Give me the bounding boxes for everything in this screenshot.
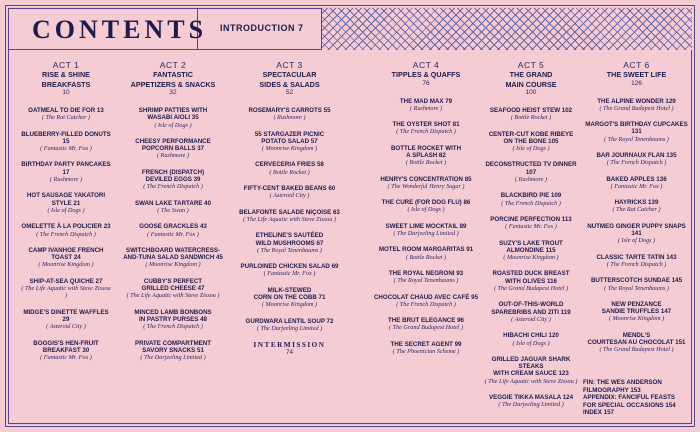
film-source: ( The French Dispatch ) [143,183,203,191]
back-matter-line[interactable]: FILMOGRAPHY 153 [583,386,641,394]
section-title[interactable]: THE SWEET LIFE [606,70,667,79]
recipe-name: THE SECRET AGENT 99 [390,340,462,348]
recipe-entry[interactable] [232,185,347,200]
section-page: 32 [169,89,177,96]
recipe-name: 55 STARGAZER PICNIC [254,130,325,138]
recipe-name: THE CURE (FOR DOG FLU) 86 [381,199,471,207]
film-source: ( The Wonderful Henry Sugar ) [387,182,465,190]
recipe-name: CENTER-CUT KOBE RIBEYE [488,130,574,138]
recipe-name: NUTMEG GINGER PUPPY SNAPS 141 [587,222,686,238]
recipe-entry[interactable] [362,223,490,238]
recipe-entry[interactable] [232,161,347,176]
film-source: ( The Phoenician Scheme ) [392,348,460,356]
recipe-entry[interactable] [362,199,490,214]
film-source: ( Isle of Dogs ) [512,339,550,347]
recipe-name: BUTTERSCOTCH SUNDAE 145 [590,277,683,285]
film-source: ( The French Dispatch ) [606,159,667,167]
act-4-column [362,60,490,364]
section-title[interactable]: APPETIZERS & SNACKS [130,79,216,89]
act-6-column [583,60,690,363]
recipe-name: MILK-STEWED [267,286,312,294]
film-source: ( Isle of Dogs ) [154,121,192,129]
recipe-name: POTATO SALAD 57 [261,137,318,145]
recipe-name: GRILLED CHEESE 47 [141,285,205,293]
act-label: ACT 4 [412,60,440,70]
recipe-name: SANDIE TRUFFLES 147 [601,308,672,316]
recipe-entry[interactable] [362,317,490,332]
recipe-entry[interactable] [481,192,581,207]
film-source: ( Bottle Rocket ) [510,114,552,122]
section-title[interactable]: FANTASTIC [153,70,193,79]
recipe-name: OATMEAL TO DIE FOR 13 [28,107,104,114]
recipe-name: BAR JOURNAUX FLAN 135 [596,151,677,159]
recipe-name: ON THE BONE 105 [503,137,559,145]
film-source: ( Moonrise Kingdom ) [503,254,559,262]
recipe-entry[interactable] [481,356,581,385]
recipe-entry[interactable] [117,200,229,215]
recipe-name: CERVECERIA FRIES 58 [255,161,324,169]
header-band [8,8,692,50]
recipe-name: OMELETTE À LA POLICIER 23 [21,223,111,231]
recipe-entry[interactable] [117,309,229,331]
film-source: ( Asteroid City ) [269,192,310,200]
recipe-name: BAKED APPLES 136 [606,175,667,183]
recipe-entry[interactable] [20,309,112,331]
recipe-name: WITH CREAM SAUCE 123 [493,370,569,378]
act-2-column [117,60,229,370]
recipe-entry[interactable] [117,107,229,129]
recipe-name: HENRY'S CONCENTRATION 85 [380,175,472,183]
recipe-name: HAYRICKS 139 [614,199,659,207]
recipe-entry[interactable] [583,332,690,354]
recipe-name: CORN ON THE COBB 71 [253,294,326,302]
recipe-entry[interactable] [232,107,347,122]
recipe-name: BIRTHDAY PARTY PANCAKES 17 [21,161,111,176]
recipe-name: PRIVATE COMPARTMENT [135,339,211,347]
act-1-column [20,60,112,370]
page-title: CONTENTS [32,15,208,44]
section-title[interactable]: TIPPLES & QUAFFS [391,70,461,79]
recipe-name: ALMONDINE 115 [506,246,556,254]
film-source: ( The Life Aquatic with Steve Zissou ) [243,215,336,223]
recipe-name: SPAREBRIBS AND ZITI 119 [491,308,571,316]
recipe-name: OUT-OF-THIS-WORLD [498,301,564,309]
film-source: ( The Swan ) [157,206,189,214]
recipe-name: COURTESAN AU CHOCOLAT 151 [587,339,686,347]
recipe-entry[interactable] [20,340,112,362]
recipe-name: PURLOINED CHICKEN SALAD 69 [240,263,339,271]
recipe-name: AND-TUNA SALAD SANDWICH 45 [123,254,223,262]
intermission-page: 74 [285,349,293,357]
recipe-entry[interactable] [362,246,490,261]
recipe-entry[interactable] [20,161,112,183]
film-source: ( Asteroid City ) [511,315,551,323]
recipe-entry[interactable] [117,223,229,238]
recipe-name: SUZY'S LAKE TROUT [499,239,563,247]
film-source: ( Fantastic Mr. Fox ) [40,145,92,153]
recipe-name: HOT SAUSAGE YAKATORI STYLE 21 [26,192,106,207]
recipe-name: ROSEMARY'S CARROTS 55 [248,107,331,114]
recipe-entry[interactable] [481,216,581,231]
recipe-entry[interactable] [583,121,690,143]
recipe-name: GURDWARA LENTIL SOUP 72 [245,317,334,325]
recipe-entry[interactable] [117,278,229,300]
act-label: ACT 2 [159,60,187,70]
recipe-name: PORCINE PERFECTION 113 [490,215,572,223]
recipe-name: CHEESY PERFORMANCE [135,137,211,145]
recipe-entry[interactable] [583,254,690,269]
recipe-name: ETHELINE'S SAUTÉED [255,232,324,240]
recipe-entry[interactable] [362,341,490,356]
recipe-entry[interactable] [20,131,112,153]
recipe-entry[interactable] [232,318,347,333]
recipe-name: GOOSE GRACKLES 43 [139,223,207,231]
film-source: ( Rushmore ) [273,114,306,122]
back-matter-line[interactable]: APPENDIX: FANCIFUL FEASTS [583,394,676,402]
recipe-entry[interactable] [481,301,581,323]
section-title[interactable]: THE GRAND [509,70,553,79]
recipe-entry[interactable] [20,223,112,238]
recipe-entry[interactable] [117,247,229,269]
recipe-name: SWEET LIME MOCKTAIL 89 [385,222,467,230]
recipe-entry[interactable] [362,270,490,285]
recipe-entry[interactable] [362,176,490,191]
recipe-name: VEGGIE TIKKA MASALA 124 [488,394,574,402]
recipe-name: FIFTY-CENT BAKED BEANS 60 [243,185,336,193]
recipe-entry[interactable] [362,294,490,309]
film-source: ( Rushmore ) [514,176,548,184]
recipe-entry[interactable] [232,131,347,153]
intermission-title[interactable]: INTERMISSION [253,341,326,350]
film-source: ( Fantastic Mr. Fox ) [40,354,92,362]
recipe-name: THE ROYAL NEGRONI 93 [388,269,464,277]
recipe-entry[interactable] [20,247,112,269]
recipe-entry[interactable] [20,192,112,214]
film-source: ( The Darjeeling Limited ) [393,230,459,238]
intro-box [198,8,322,50]
act-label: ACT 3 [276,60,303,70]
film-source: ( The Grand Budapest Hotel ) [388,324,464,332]
film-source: ( The French Dispatch ) [396,128,456,136]
recipe-name: THE BRUT ELEGANCE 96 [388,317,464,325]
film-source: ( The Rat Catcher ) [612,206,661,214]
recipe-name: CUBBY'S PERFECT [143,277,203,285]
recipe-name: THE MAD MAX 79 [399,97,453,105]
film-source: ( Bottle Rocket ) [405,253,447,261]
introduction-entry[interactable]: INTRODUCTION 7 [220,23,304,33]
recipe-name: BOGGIS'S HEN-FRUIT BREAKFAST 30 [33,339,99,354]
film-source: ( Bottle Rocket ) [269,168,310,176]
section-page: 76 [422,79,430,87]
recipe-name: CAMP IVANHOE FRENCH TOAST 24 [28,246,104,262]
recipe-entry[interactable] [232,232,347,254]
recipe-entry[interactable] [583,277,690,292]
recipe-name: POPCORN BALLS 37 [141,145,205,153]
recipe-name: IN PASTRY PURSES 48 [139,315,207,323]
film-source: ( The Darjeeling Limited ) [140,354,206,362]
recipe-entry[interactable] [583,152,690,167]
film-source: ( Isle of Dogs ) [512,145,550,153]
section-title[interactable]: RISE & SHINE [42,70,90,79]
recipe-entry[interactable] [232,209,347,224]
recipe-name: MARGOT'S BIRTHDAY CUPCAKES 131 [585,121,688,136]
recipe-name: WITH OLIVES 116 [505,277,557,285]
back-matter-line[interactable]: INDEX 157 [583,409,614,417]
film-source: ( The Grand Budapest Hotel ) [493,285,569,293]
recipe-entry[interactable] [583,176,690,191]
recipe-name: ROASTED DUCK BREAST [492,270,570,278]
recipe-name: GRILLED JAGUAR SHARK STEAKS [491,355,571,371]
act-3-column [232,60,347,356]
film-source: ( The Life Aquatic with Steve Zissou ) [484,377,578,385]
film-source: ( Isle of Dogs ) [617,237,656,245]
film-source: ( The Royal Tenenbaums ) [604,284,669,292]
recipe-entry[interactable] [232,263,347,278]
film-source: ( The Royal Tenenbaums ) [393,277,459,285]
film-source: ( Moonrise Kingdom ) [145,261,201,269]
recipe-name: BLUEBERRY-FILLED DONUTS 15 [21,130,111,145]
recipe-entry[interactable] [481,332,581,347]
recipe-entry[interactable] [481,161,581,183]
recipe-name: BOTTLE ROCKET WITH [390,144,462,152]
recipe-entry[interactable] [20,107,112,122]
recipe-name: BELAFONTE SALADE NIÇOISE 63 [239,208,340,216]
film-source: ( The French Dispatch ) [143,323,203,331]
film-source: ( The Darjeeling Limited ) [256,324,323,332]
film-source: ( Isle of Dogs ) [47,206,85,214]
film-source: ( The Darjeeling Limited ) [498,401,564,409]
film-source: ( Fantastic Mr. Fox ) [610,182,663,190]
film-source: ( Bottle Rocket ) [405,159,447,167]
film-source: ( The French Dispatch ) [396,300,456,308]
section-page: 10 [62,89,70,96]
recipe-name: A SPLASH 82 [406,151,446,159]
recipe-name: SAVORY SNACKS 51 [142,346,204,354]
recipe-entry[interactable] [583,223,690,245]
back-matter [583,379,693,417]
lattice-pattern [322,8,692,50]
film-source: ( The French Dispatch ) [501,199,561,207]
film-source: ( Moonrise Kingdom ) [261,301,318,309]
film-source: ( The Royal Tenenbaums ) [604,135,669,143]
film-source: ( Fantastic Mr. Fox ) [147,230,199,238]
recipe-name: MENDL'S [622,331,651,339]
recipe-entry[interactable] [481,394,581,409]
section-page: 100 [525,89,537,96]
title-box [8,8,208,50]
film-source: ( Rushmore ) [49,176,83,184]
section-title[interactable]: MAIN COURSE [505,79,557,89]
act-5-column [481,60,581,418]
recipe-name: SHRIMP PATTIES WITH [138,107,208,114]
film-source: ( Moonrise Kingdom ) [261,145,318,153]
film-source: ( Rushmore ) [409,104,443,112]
film-source: ( The Grand Budapest Hotel ) [599,104,674,112]
recipe-name: BLACKBIRD PIE 109 [500,192,562,200]
act-label: ACT 6 [623,60,650,70]
section-page: 52 [285,89,294,96]
recipe-entry[interactable] [117,169,229,191]
recipe-name: MOTEL ROOM MARGARITAS 91 [378,246,474,254]
recipe-entry[interactable] [20,278,112,300]
act-label: ACT 5 [517,60,545,70]
film-source: ( Isle of Dogs ) [407,206,445,214]
recipe-name: DECONSTRUCTED TV DINNER 107 [485,161,577,176]
recipe-entry[interactable] [117,138,229,160]
recipe-name: HIBACHI CHILI 120 [503,332,559,340]
film-source: ( Asteroid City ) [46,323,86,331]
film-source: ( The Grand Budapest Hotel ) [599,346,674,354]
recipe-name: SWAN LAKE TARTARE 40 [134,199,212,207]
recipe-entry[interactable] [362,121,490,136]
film-source: ( Fantastic Mr. Fox ) [263,270,316,278]
recipe-name: WASABI AIOLI 35 [147,114,199,122]
section-page: 126 [631,79,642,87]
film-source: ( The Life Aquatic with Steve Zissou ) [126,292,220,300]
recipe-entry[interactable] [232,287,347,309]
recipe-name: SHIP-AT-SEA QUICHE 27 [29,277,103,285]
back-matter-line[interactable]: FOR SPECIAL OCCASIONS 154 [583,401,676,409]
film-source: ( Moonrise Kingdom ) [608,315,665,323]
recipe-name: THE ALPINE WONDER 129 [597,97,676,105]
section-title[interactable]: BREAKFASTS [41,79,91,89]
recipe-entry[interactable] [117,340,229,362]
recipe-name: CLASSIC TARTE TATIN 143 [596,253,677,261]
film-source: ( Rushmore ) [156,152,190,160]
film-source: ( The French Dispatch ) [36,230,96,238]
recipe-entry[interactable] [362,98,490,113]
film-source: ( The Royal Tenenbaums ) [257,246,322,254]
recipe-entry[interactable] [481,240,581,262]
recipe-name: WILD MUSHROOMS 67 [255,239,324,247]
recipe-entry[interactable] [583,199,690,214]
recipe-name: FRENCH (DISPATCH) [141,168,205,176]
section-title[interactable]: SPECTACULAR [262,70,317,79]
recipe-entry[interactable] [481,131,581,153]
recipe-name: MIDGE'S DINETTE WAFFLES 29 [23,308,109,323]
film-source: ( The French Dispatch ) [606,260,667,268]
recipe-name: SEAFOOD HEIST STEW 102 [489,107,573,114]
recipe-entry[interactable] [583,301,690,323]
recipe-name: THE OYSTER SHOT 81 [392,121,460,129]
film-source: ( The Life Aquatic with Steve Zissou ) [21,285,111,300]
film-source: ( Fantastic Mr. Fox ) [505,223,557,231]
recipe-name: SWITCHBOARD WATERCRESS- [125,246,221,254]
recipe-name: NEW PENZANCE [611,300,662,308]
recipe-name: DEVILED EGGS 39 [145,176,201,184]
recipe-entry[interactable] [481,107,581,122]
back-matter-line[interactable]: FIN: THE WES ANDERSON [583,379,662,386]
recipe-entry[interactable] [362,145,490,167]
film-source: ( Moonrise Kingdom ) [38,261,94,269]
recipe-name: CHOCOLAT CHAUD AVEC CAFÉ 95 [373,293,479,301]
film-source: ( The Rat Catcher ) [41,114,91,122]
recipe-entry[interactable] [481,270,581,292]
act-label: ACT 1 [52,60,80,70]
recipe-name: MINCED LAMB BONBONS [134,308,212,316]
recipe-entry[interactable] [583,98,690,113]
section-title[interactable]: SIDES & SALADS [259,79,320,89]
